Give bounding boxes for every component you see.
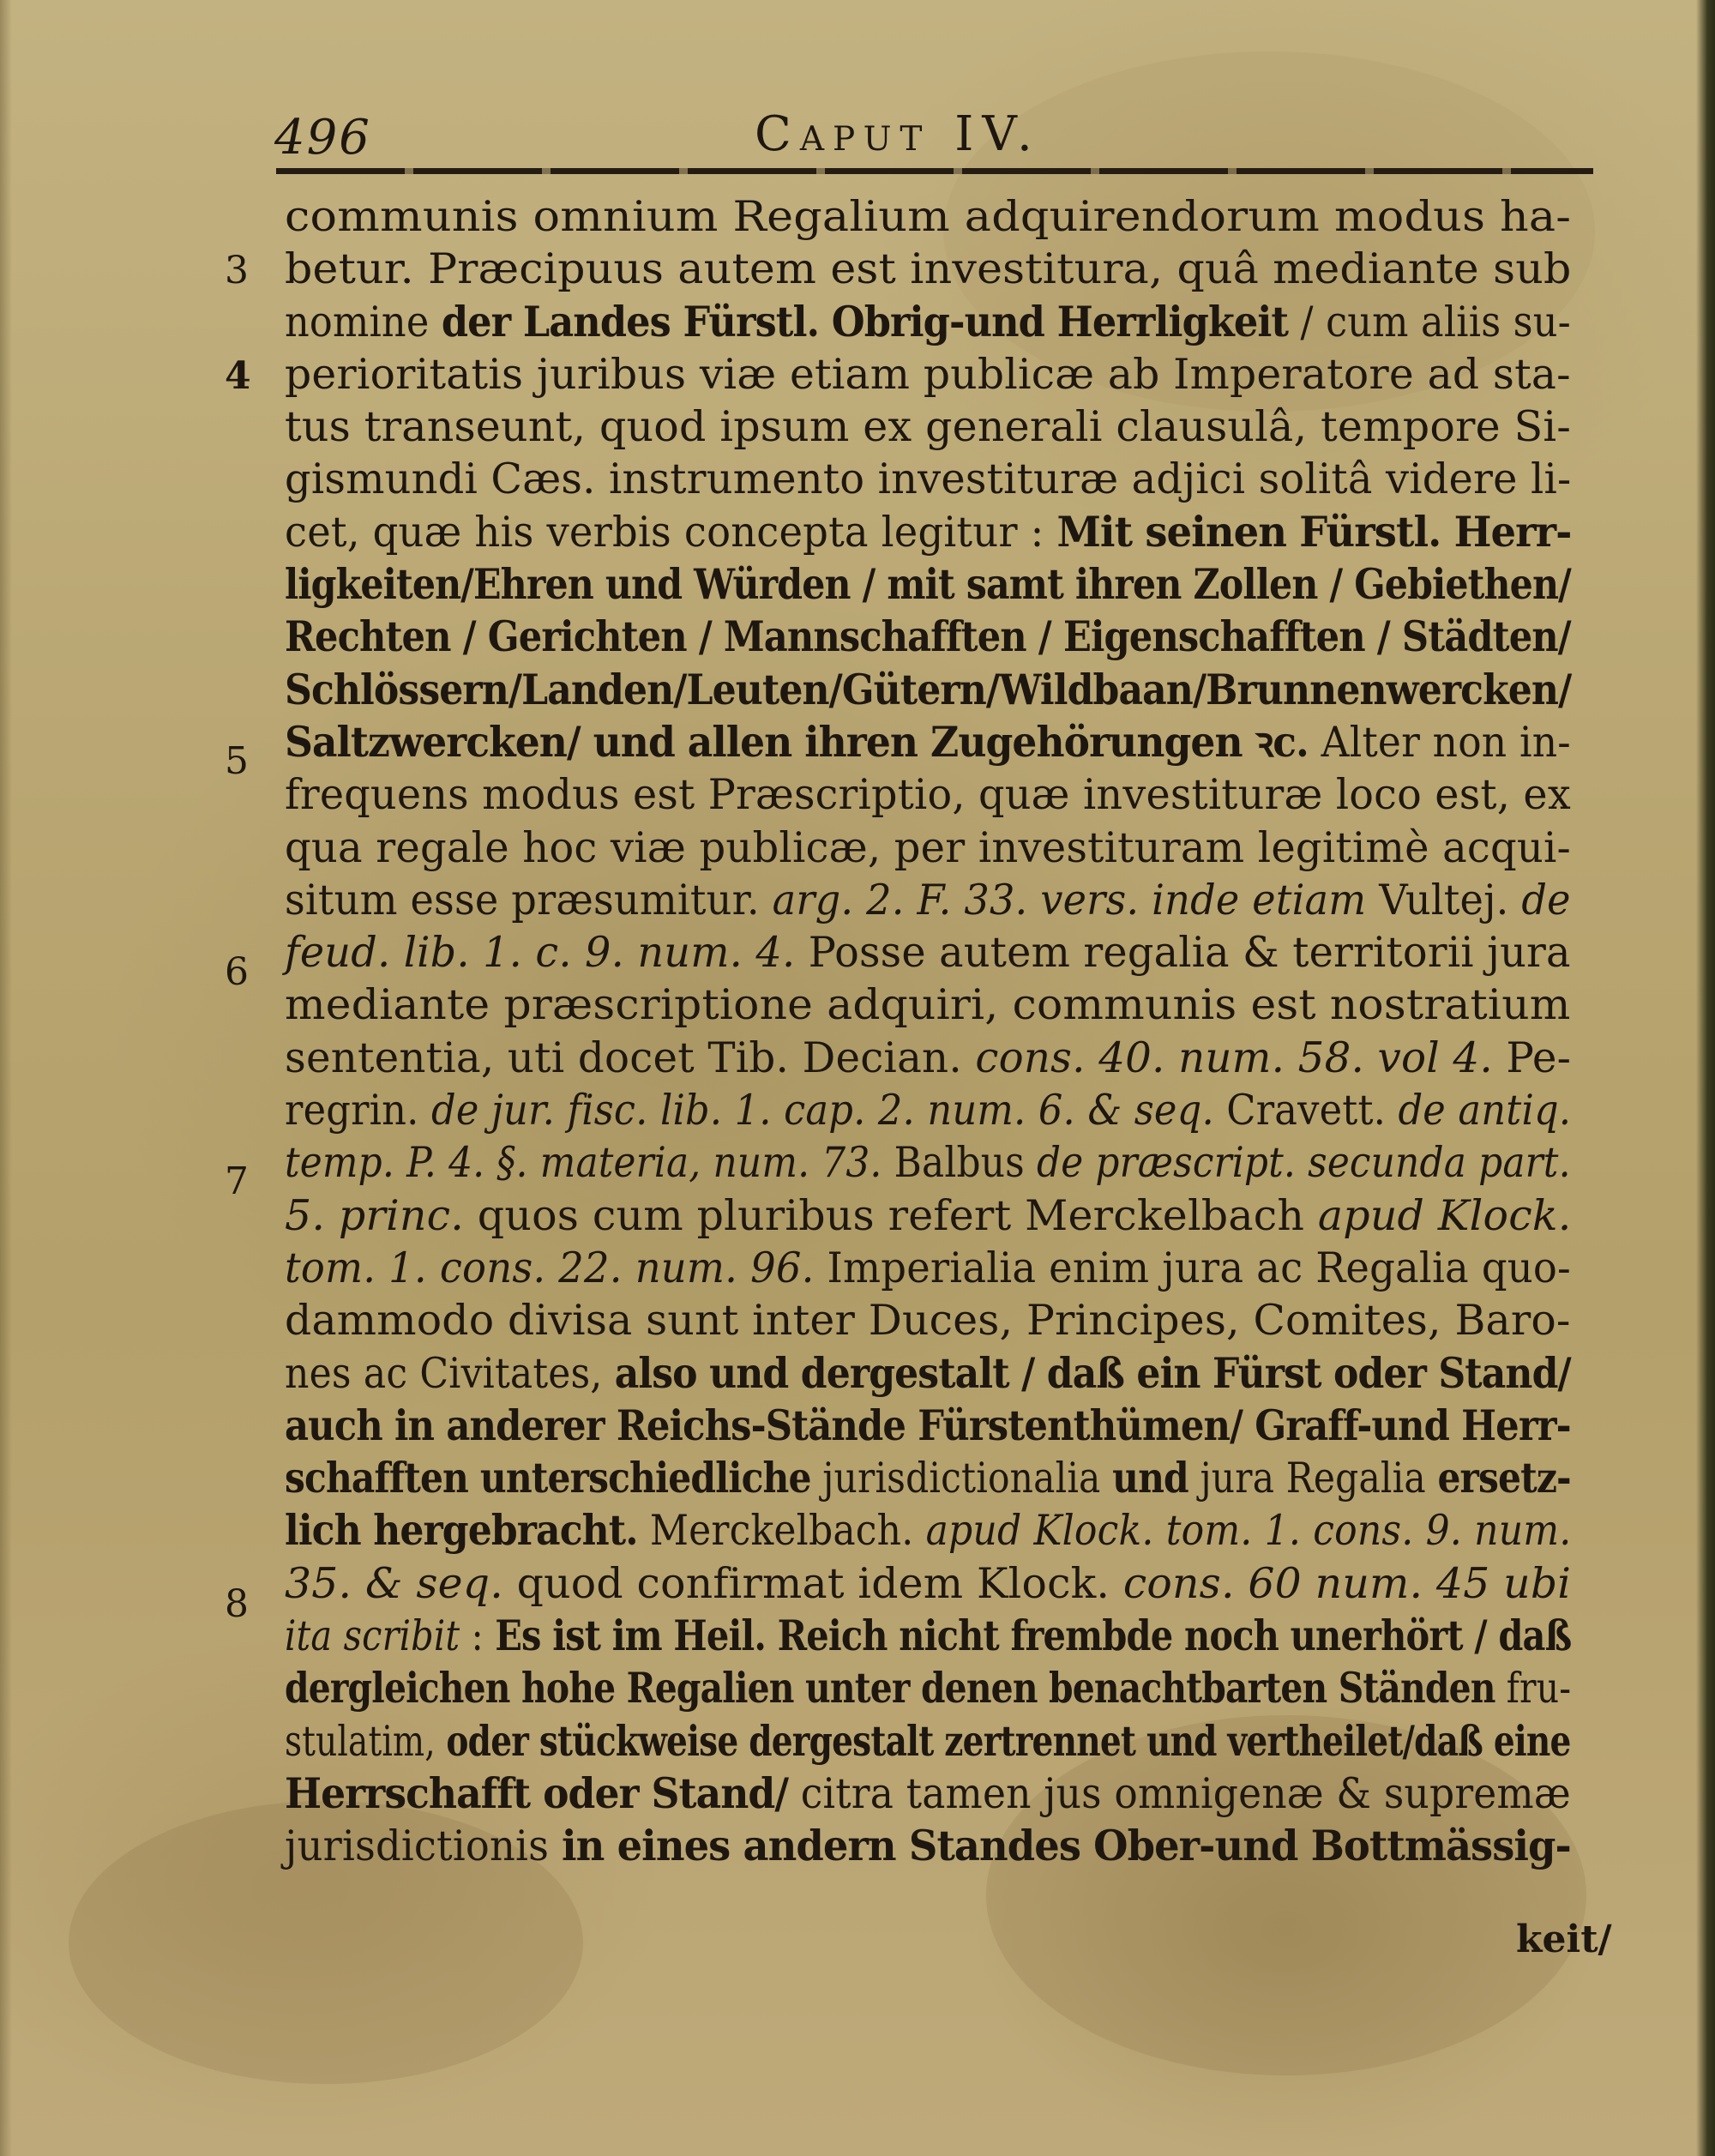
latin-text: cet, quæ his verbis concepta legitur : <box>285 507 1057 557</box>
text-line <box>285 1084 1572 1136</box>
citation-text: cons. 40. num. 58. vol 4. <box>975 1033 1493 1082</box>
citation-text: de <box>1521 875 1571 924</box>
text-line <box>285 190 1694 243</box>
citation-text: 5. princ. <box>285 1190 465 1240</box>
text-line <box>285 1242 1571 1294</box>
latin-text: stulatim, <box>285 1716 447 1766</box>
text-line <box>285 1347 1571 1400</box>
latin-text: Imperialia enim jura ac Regalia quo- <box>814 1243 1571 1292</box>
blackletter-text: Schlössern/Landen/Leuten/Gütern/Wildbaan/Brunnenwercken/ <box>285 664 1572 714</box>
text-line <box>285 296 1571 348</box>
text-line <box>285 1557 1601 1610</box>
latin-text: dammodo divisa sunt inter Duces, Principes, Comites, Baro- <box>285 1296 1571 1346</box>
latin-text: perioritatis juribus viæ etiam publicæ ab Imperatore ad sta- <box>285 349 1571 399</box>
latin-text: quos cum pluribus refert Merckelbach <box>464 1190 1318 1240</box>
latin-text: fru- <box>1495 1664 1572 1713</box>
margin-number-5: 5 <box>225 739 249 783</box>
text-line <box>285 768 1569 821</box>
blackletter-text: Rechten / Gerichten / Mannschafften / Eigenschafften / Städten/ <box>285 611 1571 662</box>
citation-text: ita scribit <box>285 1611 460 1661</box>
text-line <box>285 1610 1572 1662</box>
body-text <box>285 190 1605 1873</box>
citation-text: de antiq. <box>1398 1086 1572 1135</box>
margin-number-7: 7 <box>225 1159 249 1203</box>
blackletter-text: schafften unterschiedliche <box>285 1453 811 1503</box>
blackletter-text: auch in anderer Reichs-Stände Fürstenthümen/ Graff-und Herr- <box>285 1400 1571 1450</box>
text-line <box>285 822 1578 874</box>
blackletter-text: der Landes Fürstl. Obrig-und Herrligkeit <box>441 296 1289 346</box>
citation-text: 35. & seq. <box>285 1558 503 1608</box>
citation-text: feud. lib. 1. c. 9. num. 4. <box>285 928 796 978</box>
text-line <box>285 1452 1571 1504</box>
text-line <box>285 1504 1572 1557</box>
latin-text: mediante præscriptione adquiri, communis est nostratium <box>285 980 1571 1030</box>
margin-number-6: 6 <box>225 950 249 994</box>
text-line <box>285 1294 1600 1346</box>
text-line <box>285 348 1598 400</box>
latin-text: frequens modus est Præscriptio, quæ investituræ loco est, ex <box>285 770 1571 820</box>
latin-text: gismundi Cæs. instrumento investituræ adjici solitâ videre li- <box>285 455 1572 504</box>
latin-text: regrin. <box>285 1086 432 1135</box>
text-line <box>285 716 1571 768</box>
margin-number-8: 8 <box>225 1582 249 1626</box>
text-line <box>285 664 1572 716</box>
latin-text: Pe- <box>1492 1033 1572 1082</box>
text-line <box>285 926 1571 979</box>
latin-text: nomine <box>285 297 442 346</box>
latin-text: situm esse præsumitur. <box>285 875 773 924</box>
page-number: 496 <box>274 110 371 166</box>
latin-text: / cum aliis su- <box>1288 297 1571 346</box>
citation-text: de jur. fisc. lib. 1. cap. 2. num. 6. & seq. <box>431 1086 1214 1135</box>
page-gutter-left <box>0 0 12 2156</box>
blackletter-text: Herrschafft oder Stand/ <box>285 1768 789 1818</box>
latin-text: Balbus <box>882 1138 1037 1188</box>
blackletter-text: in eines andern Standes Ober-und Bottmässig- <box>561 1821 1571 1871</box>
running-title: Caput IV. <box>755 106 1041 162</box>
blackletter-text: Mit seinen Fürstl. Herr- <box>1056 506 1572 557</box>
text-line <box>285 1400 1571 1452</box>
text-line <box>285 558 1571 611</box>
citation-text: de præscript. secunda part. <box>1036 1138 1571 1188</box>
margin-number-3: 3 <box>225 249 249 292</box>
blackletter-text: oder stückweise dergestalt zertrennet und vertheilet/daß eine <box>446 1715 1571 1766</box>
blackletter-text: dergleichen hohe Regalien unter denen benachtbarten Ständen <box>285 1663 1495 1713</box>
blackletter-text: ligkeiten/Ehren und Würden / mit samt ihren Zollen / Gebiethen/ <box>285 559 1571 610</box>
header-rule <box>276 168 1593 174</box>
citation-text: apud Klock. <box>1317 1190 1572 1240</box>
text-line <box>285 1715 1571 1768</box>
page-gutter-right <box>1696 0 1715 2156</box>
latin-text: Posse autem regalia & territorii jura <box>795 928 1571 978</box>
text-line <box>285 874 1571 926</box>
blackletter-text: lich hergebracht. <box>285 1505 638 1556</box>
latin-text: jurisdictionalia <box>810 1454 1113 1503</box>
text-line <box>285 1032 1586 1084</box>
latin-text: betur. Præcipuus autem est investitura, quâ mediante sub <box>285 244 1572 294</box>
blackletter-text: also und dergestalt / daß ein Fürst oder Stand/ <box>614 1347 1571 1398</box>
citation-text: cons. 60 num. 45 ubi <box>1122 1558 1572 1608</box>
text-line <box>285 1136 1571 1189</box>
latin-text: Alter non in- <box>1308 717 1571 767</box>
catchword: keit/ <box>1516 1918 1612 1961</box>
blackletter-text: ersetz- <box>1437 1453 1571 1503</box>
latin-text: : <box>460 1611 496 1661</box>
blackletter-text: Saltzwercken/ und allen ihren Zugehörungen ꝛc. <box>285 716 1309 767</box>
latin-text: jura Regalia <box>1188 1454 1438 1503</box>
text-line <box>285 506 1572 558</box>
latin-text: citra tamen jus omnigenæ & supremæ <box>788 1768 1571 1818</box>
text-line <box>285 453 1574 505</box>
text-line <box>285 611 1571 663</box>
text-line <box>285 1189 1604 1242</box>
text-line <box>285 1662 1572 1714</box>
citation-text: arg. 2. F. 33. vers. inde etiam <box>772 875 1367 924</box>
latin-text: quod confirmat idem Klock. <box>502 1558 1123 1608</box>
blackletter-text: Es ist im Heil. Reich nicht frembde noch unerhört / daß <box>495 1611 1572 1661</box>
margin-number-4: 4 <box>225 354 251 398</box>
latin-text: sententia, uti docet Tib. Decian. <box>285 1033 976 1082</box>
text-line <box>285 400 1605 453</box>
text-line <box>285 979 1638 1031</box>
page-header <box>274 94 1595 172</box>
text-line <box>285 1820 1571 1872</box>
citation-text: apud Klock. tom. 1. cons. 9. num. <box>925 1506 1572 1556</box>
text-line <box>285 243 1646 295</box>
latin-text: Cravett. <box>1213 1086 1399 1135</box>
latin-text: jurisdictionis <box>285 1822 562 1871</box>
latin-text: communis omnium Regalium adquirendorum modus ha- <box>285 192 1572 241</box>
blackletter-text: und <box>1112 1453 1188 1503</box>
citation-text: tom. 1. cons. 22. num. 96. <box>285 1243 815 1292</box>
latin-text: qua regale hoc viæ publicæ, per investituram legitimè acqui- <box>285 822 1571 872</box>
latin-text: tus transeunt, quod ipsum ex generali clausulâ, tempore Si- <box>285 402 1572 452</box>
latin-text: nes ac Civitates, <box>285 1348 615 1398</box>
text-line <box>285 1768 1571 1820</box>
latin-text: Vultej. <box>1366 875 1522 924</box>
latin-text: Merckelbach. <box>637 1506 926 1556</box>
citation-text: temp. P. 4. §. materia, num. 73. <box>285 1138 882 1188</box>
